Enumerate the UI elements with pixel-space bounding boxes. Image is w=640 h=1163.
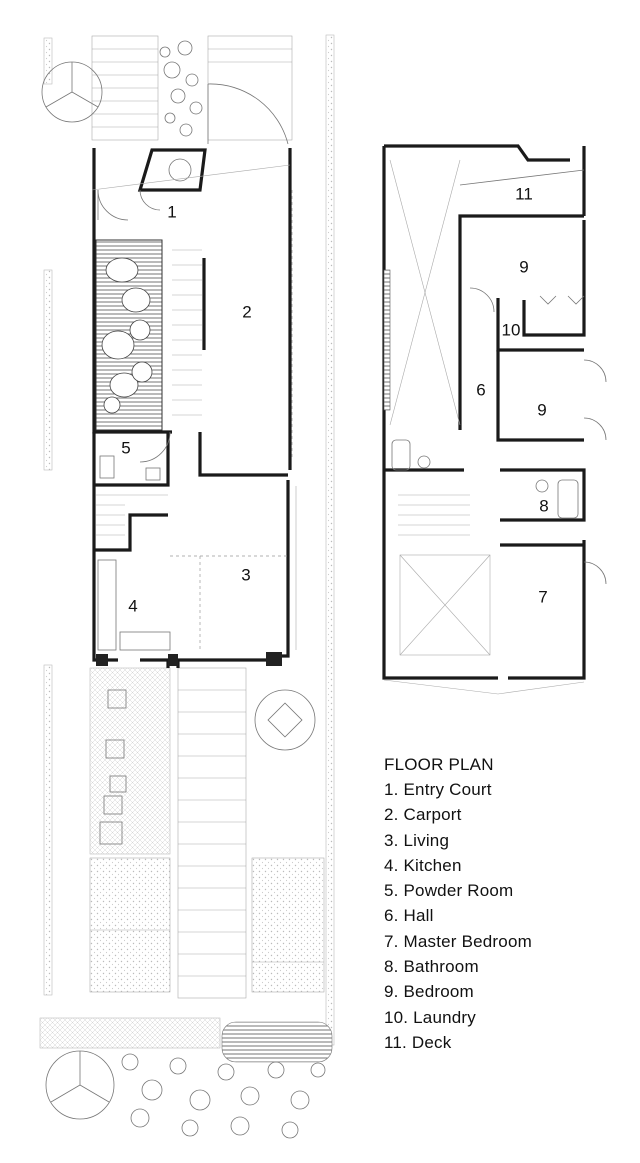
label-deck: 11 xyxy=(515,184,533,204)
legend-item: 7. Master Bedroom xyxy=(384,931,532,951)
legend-item: 5. Powder Room xyxy=(384,881,514,901)
legend-item: 2. Carport xyxy=(384,805,462,825)
legend-item: 8. Bathroom xyxy=(384,957,479,977)
legend-item: 11. Deck xyxy=(384,1032,452,1052)
label-hall: 6 xyxy=(476,380,486,400)
ground-floor-plan xyxy=(92,148,296,668)
label-carport: 2 xyxy=(242,302,252,322)
label-entry-court: 1 xyxy=(167,202,177,222)
legend-item: 1. Entry Court xyxy=(384,780,492,799)
legend-item: 3. Living xyxy=(384,830,450,850)
label-bathroom: 8 xyxy=(539,496,549,516)
legend-item: 9. Bedroom xyxy=(384,982,474,1002)
label-bedroom-lower: 9 xyxy=(537,400,547,420)
legend-title: FLOOR PLAN xyxy=(384,755,494,774)
label-kitchen: 4 xyxy=(128,596,138,616)
floor-plan-legend xyxy=(384,752,532,1055)
label-bedroom-upper: 9 xyxy=(519,257,529,277)
legend-item: 6. Hall xyxy=(384,906,434,926)
label-living: 3 xyxy=(241,565,251,585)
label-powder-room: 5 xyxy=(121,438,131,458)
label-laundry: 10 xyxy=(501,320,521,340)
label-master-bedroom: 7 xyxy=(538,587,548,607)
legend-item: 4. Kitchen xyxy=(384,855,462,875)
legend-item: 10. Laundry xyxy=(384,1007,476,1027)
upper-floor-plan xyxy=(384,146,606,694)
